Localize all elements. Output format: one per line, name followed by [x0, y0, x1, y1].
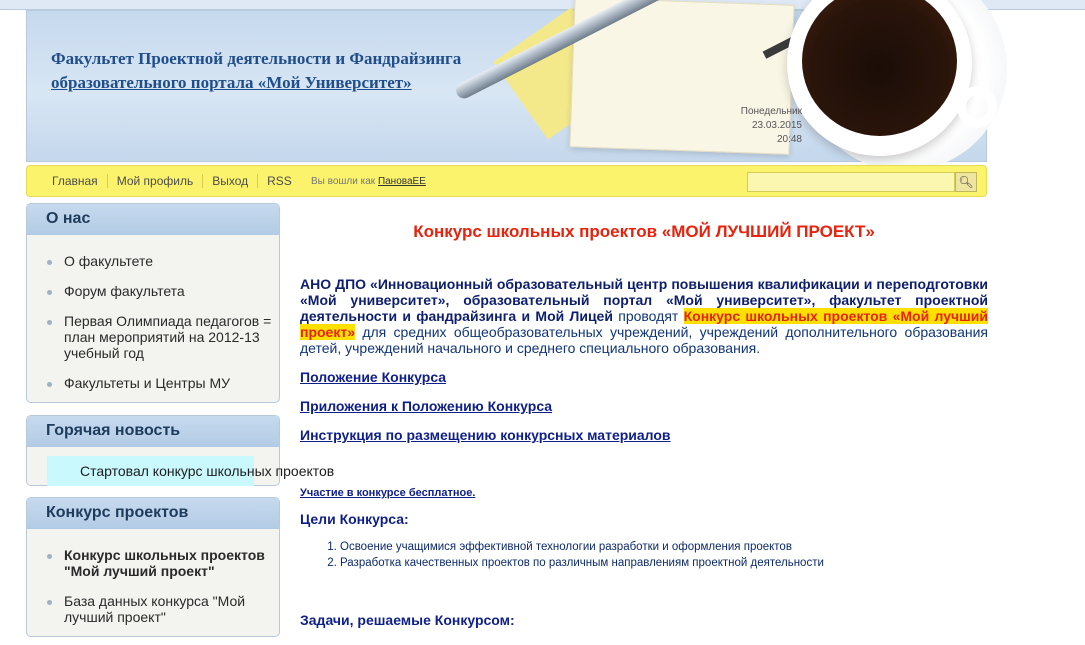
page-title: Конкурс школьных проектов «МОЙ ЛУЧШИЙ ПРОЕКТ»	[413, 222, 875, 241]
weekday: Понедельник	[740, 106, 802, 117]
sidebar-item-about-faculty[interactable]: О факультете	[45, 253, 279, 269]
news-ticker[interactable]: Стартовал конкурс школьных проектов	[47, 456, 254, 486]
tasks-heading: Задачи, решаемые Конкурсом:	[300, 612, 515, 628]
intro-verb: проводят	[612, 308, 684, 324]
sidebar-hot-news-block	[26, 415, 335, 486]
search-button[interactable]	[955, 172, 977, 192]
intro-contest-name: Конкурс школьных проектов «Мой лучший проект»	[300, 308, 988, 340]
instructions-link[interactable]: Инструкция по размещению конкурсных материалов	[300, 427, 671, 443]
sidebar-about-list	[27, 235, 279, 411]
search-icon: 🔍︎	[958, 175, 974, 189]
sidebar-hot-news-title: Горячая новость	[27, 416, 279, 447]
search-input[interactable]	[747, 172, 955, 192]
cup-handle-image	[957, 86, 997, 128]
login-prefix: Вы вошли как	[311, 176, 376, 187]
intro-paragraph	[300, 276, 988, 356]
goals-list	[340, 539, 988, 571]
goal-item: 2. Разработка качественных проектов по различным направлениям проектной деятельности	[340, 555, 988, 571]
sidebar-item-faculties[interactable]: Факультеты и Центры МУ	[45, 375, 279, 391]
sidebar-item-olympiad[interactable]: Первая Олимпиада педагогов = план мероприятий на 2012-13 учебный год	[45, 313, 279, 361]
sidebar-item-contest-database[interactable]: База данных конкурса "Мой лучший проект"	[45, 593, 279, 625]
login-info	[311, 176, 426, 187]
nav-links	[43, 174, 301, 188]
intro-rest: для средних общеобразовательных учреждений, учреждений дополнительного образования детей, учреждений начального и среднего специального образования.	[300, 324, 988, 356]
sidebar-about-title: О нас	[27, 204, 279, 235]
goals-heading: Цели Конкурса:	[300, 511, 409, 527]
regulations-link[interactable]: Положение Конкурса	[300, 369, 447, 385]
sidebar-item-contest-current[interactable]: Конкурс школьных проектов "Мой лучший проект"	[45, 547, 279, 579]
sidebar-contest-list	[27, 529, 279, 645]
time: 20:48	[776, 134, 802, 145]
login-user-link[interactable]: ПановаЕЕ	[377, 176, 426, 187]
date-time	[707, 105, 802, 147]
free-participation-link[interactable]: Участие в конкурсе бесплатное.	[300, 487, 476, 499]
nav-home-link[interactable]: Главная	[43, 174, 108, 188]
nav-profile-link[interactable]: Мой профиль	[108, 174, 204, 188]
goal-item: 1. Освоение учащимися эффективной технологии разработки и оформления проектов	[340, 539, 988, 555]
nav-rss-link[interactable]: RSS	[267, 174, 292, 188]
appendix-link[interactable]: Приложения к Положению Конкурса	[300, 398, 553, 414]
sidebar-about-block	[26, 203, 280, 403]
main-content	[300, 222, 988, 628]
nav-logout-link[interactable]: Выход	[203, 174, 258, 188]
site-title: Факультет Проектной деятельности и Фандрайзинга	[51, 49, 462, 68]
date: 23.03.2015	[751, 120, 802, 131]
sidebar-contest-title: Конкурс проектов	[27, 498, 279, 529]
site-header	[26, 10, 987, 162]
site-subtitle-link[interactable]: образовательного портала «Мой Университет»	[51, 73, 412, 92]
sidebar-item-forum[interactable]: Форум факультета	[45, 283, 279, 299]
intro-organizers: АНО ДПО «Инновационный образовательный центр повышения квалификации и переподготовки «Мой университет», образовательный портал «Мой университет», факультет проектной деятельности и фандрайзинга и Мой Лицей	[300, 276, 988, 324]
top-navbar	[26, 165, 987, 197]
sidebar-contest-block	[26, 497, 280, 637]
